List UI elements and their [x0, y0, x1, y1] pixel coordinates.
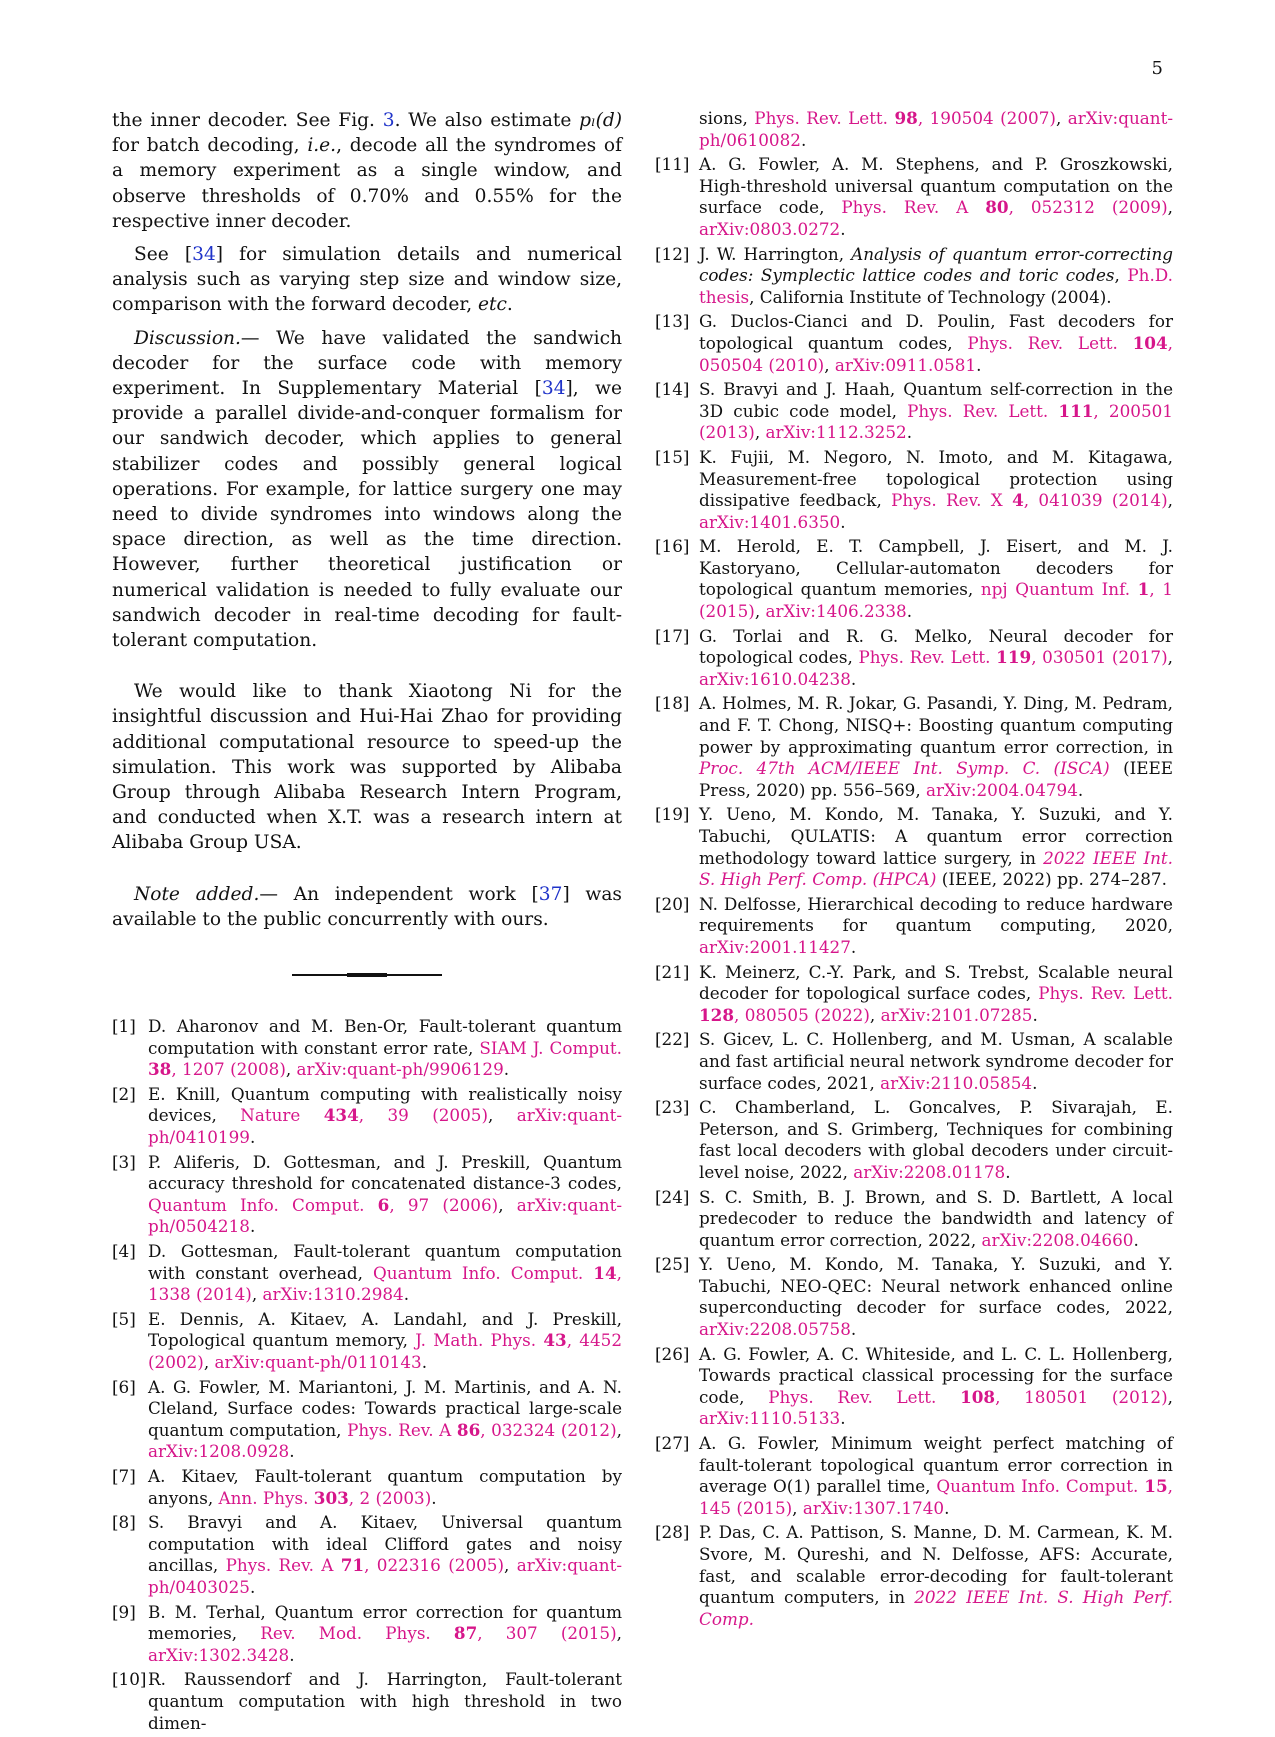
journal-link[interactable] — [891, 490, 1168, 510]
text: for batch decoding, — [112, 135, 308, 157]
journal-pages-year: , 190504 (2007) — [917, 108, 1056, 128]
reference-text — [693, 1254, 1173, 1340]
reference-number: [8] — [112, 1512, 136, 1533]
reference-item — [655, 154, 1173, 240]
journal-name: Phys. Rev. A — [225, 1555, 341, 1576]
journal-volume: 128 — [699, 1004, 735, 1025]
reference-text — [142, 1309, 622, 1374]
reference-end: . — [289, 1441, 295, 1462]
reference-end: . — [1077, 779, 1084, 800]
arxiv-link[interactable]: arXiv:2001.11427 — [699, 936, 851, 957]
reference-item — [655, 244, 1173, 309]
reference-authors-title: S. Gicev, L. C. Hollenberg, and M. Usman, A scalable and fast artificial neural network syndrome decoder for surface codes, 2021, — [699, 1029, 1173, 1093]
reference-number: [10] — [112, 1669, 147, 1690]
arxiv-link[interactable]: arXiv:1401.6350 — [699, 511, 841, 532]
text-ie: i.e. — [307, 135, 337, 157]
journal-name: Quantum Info. Comput. — [936, 1476, 1145, 1497]
text: . We also estimate — [394, 110, 580, 131]
left-column — [112, 108, 622, 1737]
journal-volume: 111 — [1058, 400, 1094, 421]
reference-item — [655, 536, 1173, 622]
reference-end: . — [800, 129, 807, 150]
reference-authors-title: A. G. Fowler, Minimum weight perfect matching of fault-tolerant topological quantum error correction in average O(1) parallel time, — [699, 1433, 1173, 1497]
journal-volume: 15 — [1144, 1476, 1168, 1497]
journal-pages-year: , 080505 (2022) — [734, 1004, 870, 1025]
reference-end: . — [840, 218, 846, 239]
reference-title: Analysis of quantum error-correcting codes: Symplectic lattice codes and toric codes — [699, 243, 1173, 286]
reference-number: [1] — [112, 1016, 136, 1037]
reference-authors-title: K. Meinerz, C.-Y. Park, and S. Trebst, Scalable neural decoder for topological surface codes, — [699, 961, 1173, 1004]
paragraph-inner-decoder — [112, 108, 622, 234]
reference-authors-title: E. Dennis, A. Kitaev, A. Landahl, and J. Preskill, Topological quantum memory, — [148, 1308, 622, 1351]
separator: , — [792, 1497, 803, 1518]
text: . — [506, 294, 513, 316]
reference-number: [5] — [112, 1308, 136, 1329]
arxiv-link[interactable]: arXiv:quant-ph/9906129 — [296, 1059, 504, 1080]
reference-authors-title: P. Das, C. A. Pattison, S. Manne, D. M. Carmean, K. M. Svore, M. Qureshi, and N. Delfosse, AFS: Accurate, fast, and scalable error-decoding for fault-tolerant quantum computers, in — [699, 1522, 1173, 1608]
reference-authors-title: G. Duclos-Cianci and D. Poulin, Fast decoders for topological quantum codes, — [699, 311, 1173, 353]
journal-pages-year: , 030501 (2017) — [1031, 647, 1168, 668]
reference-end: . — [976, 354, 982, 375]
text: ] was available to the public concurrently with ours. — [112, 883, 622, 930]
reference-item — [112, 1512, 622, 1598]
note-added-heading: Note added. — [134, 883, 260, 905]
reference-number: [26] — [655, 1343, 690, 1364]
arxiv-link[interactable]: arXiv:quant-ph/0110143 — [214, 1352, 422, 1372]
separator: , — [203, 1352, 215, 1372]
citation-link[interactable]: 34 — [541, 378, 566, 400]
reference-text — [693, 693, 1173, 801]
arxiv-link[interactable]: arXiv:1307.1740 — [802, 1497, 945, 1518]
text: ] for simulation details and numerical analysis such as varying step size and window size, comparison with the forward decoder, — [112, 244, 622, 316]
journal-link[interactable] — [260, 1623, 616, 1643]
arxiv-link[interactable]: arXiv:1406.2338 — [765, 601, 907, 622]
text: See [ — [134, 244, 193, 266]
reference-number: [4] — [112, 1241, 136, 1262]
reference-authors-title: A. G. Fowler, M. Mariantoni, J. M. Martinis, and A. N. Cleland, Surface codes: Towards practical large-scale quantum computation, — [148, 1376, 622, 1440]
journal-link[interactable] — [219, 1488, 432, 1508]
reference-end: . — [850, 1319, 857, 1340]
journal-link[interactable] — [754, 108, 1056, 128]
references-left — [112, 1016, 622, 1734]
reference-number: [22] — [655, 1029, 690, 1050]
arxiv-link[interactable]: arXiv:1112.3252 — [765, 422, 907, 443]
reference-item — [655, 1187, 1173, 1252]
journal-link[interactable] — [858, 647, 1167, 667]
reference-number: [24] — [655, 1186, 690, 1207]
reference-venue-link[interactable]: 2022 IEEE Int. S. High Perf. Comp. — [699, 1587, 1173, 1629]
reference-text — [693, 536, 1173, 622]
reference-number: [25] — [655, 1254, 690, 1275]
separator: , — [498, 1194, 517, 1215]
separator: , — [754, 422, 766, 443]
reference-text — [693, 311, 1173, 376]
reference-authors-title: Y. Ueno, M. Kondo, M. Tanaka, Y. Suzuki, and Y. Tabuchi, NEO-QEC: Neural network enhanced online superconducting decoder for surface codes, 2022, — [699, 1254, 1173, 1318]
reference-authors-title: S. C. Smith, B. J. Brown, and S. D. Bartlett, A local predecoder to reduce the bandwidth and latency of quantum error correction, 2022, — [699, 1186, 1173, 1250]
reference-number: [28] — [655, 1522, 690, 1543]
arxiv-link[interactable]: arXiv:1110.5133 — [699, 1408, 841, 1429]
journal-link[interactable] — [226, 1555, 504, 1575]
reference-item — [655, 804, 1173, 890]
reference-item — [655, 894, 1173, 959]
reference-text — [693, 962, 1173, 1027]
reference-number: [13] — [655, 311, 690, 332]
reference-item — [655, 379, 1173, 444]
separator: , — [1167, 197, 1173, 218]
reference-end: . — [944, 1497, 950, 1518]
journal-name: SIAM J. Comput. — [479, 1037, 622, 1058]
thesis-link[interactable]: Ph.D. thesis — [699, 265, 1173, 307]
separator: , — [1167, 490, 1173, 511]
arxiv-link[interactable]: arXiv:quant-ph/0410199 — [148, 1105, 622, 1148]
separator: , — [488, 1105, 517, 1126]
reference-text — [142, 1669, 622, 1734]
reference-item — [655, 1254, 1173, 1340]
reference-authors-title: D. Aharonov and M. Ben-Or, Fault-tolerant quantum computation with constant error rate, — [148, 1016, 622, 1058]
reference-authors-title: sions, — [699, 108, 755, 128]
arxiv-link[interactable]: arXiv:quant-ph/0504218 — [148, 1194, 622, 1237]
journal-name: Phys. Rev. Lett. — [907, 400, 1059, 421]
text: — We have validated the sandwich decoder for the surface code with memory experiment. In Supplementary Material [ — [112, 327, 622, 400]
journal-name: Phys. Rev. A — [841, 197, 986, 218]
journal-volume: 303 — [313, 1487, 349, 1508]
arxiv-link[interactable]: arXiv:2208.01178 — [853, 1161, 1006, 1182]
reference-text — [693, 154, 1173, 240]
arxiv-link[interactable]: arXiv:2110.05854 — [880, 1072, 1033, 1093]
journal-pages-year: , 1338 (2014) — [148, 1262, 622, 1305]
reference-authors-title: P. Aliferis, D. Gottesman, and J. Preskill, Quantum accuracy threshold for concatenated distance-3 codes, — [148, 1151, 622, 1194]
reference-authors-title: A. G. Fowler, A. M. Stephens, and P. Groszkowski, High-threshold universal quantum computation on the surface code, — [699, 154, 1173, 218]
reference-text — [693, 626, 1173, 691]
journal-name: Phys. Rev. Lett. — [858, 647, 997, 668]
reference-publisher: (IEEE, 2022) pp. 274–287. — [936, 869, 1167, 890]
reference-number: [7] — [112, 1465, 136, 1486]
journal-volume: 43 — [543, 1330, 567, 1351]
discussion-heading: Discussion. — [134, 327, 241, 349]
reference-number: [11] — [655, 154, 690, 175]
separator: , — [616, 1623, 622, 1644]
reference-end: , California Institute of Technology (2004). — [749, 286, 1112, 307]
reference-item — [655, 626, 1173, 691]
reference-end: . — [1032, 1072, 1038, 1093]
journal-name: Phys. Rev. Lett. — [754, 108, 895, 128]
arxiv-link[interactable]: arXiv:1208.0928 — [148, 1441, 290, 1462]
text-etc: etc — [478, 294, 507, 316]
journal-name: J. Math. Phys. — [415, 1330, 544, 1351]
text: ], we provide a parallel divide-and-conquer formalism for our sandwich decoder, which applies to general stabilizer codes and possibly general logical operations. For example, for lattice surgery one may need to divide syndromes into windows along the space direction, as well as the time direction. However, further theoretical justification or numerical validation is needed to fully evaluate our sandwich decoder in real-time decoding for fault-tolerant computation. — [112, 378, 623, 652]
journal-volume: 4 — [1012, 490, 1024, 511]
arxiv-link[interactable]: arXiv:1310.2984 — [262, 1284, 404, 1305]
separator: , — [1055, 108, 1068, 128]
journal-name: npj Quantum Inf. — [980, 579, 1138, 600]
reference-end: . — [289, 1644, 295, 1665]
separator: , — [869, 1004, 881, 1025]
reference-end: . — [840, 511, 846, 532]
reference-number: [2] — [112, 1083, 136, 1104]
journal-link[interactable] — [148, 1195, 498, 1215]
reference-number: [23] — [655, 1097, 690, 1118]
journal-pages-year: , 052312 (2009) — [1008, 197, 1168, 218]
reference-text — [693, 1187, 1173, 1252]
journal-pages-year: , 97 (2006) — [389, 1194, 499, 1215]
reference-text — [693, 447, 1173, 533]
journal-link[interactable] — [768, 1387, 1167, 1407]
arxiv-link[interactable]: arXiv:0803.0272 — [699, 218, 841, 239]
arxiv-link[interactable]: arXiv:2101.07285 — [880, 1004, 1033, 1025]
arxiv-link[interactable]: arXiv:2208.04660 — [981, 1229, 1134, 1250]
reference-text — [142, 1016, 622, 1081]
journal-volume: 108 — [960, 1386, 996, 1407]
paragraph-discussion — [112, 326, 622, 654]
reference-authors-title: A. Holmes, M. R. Jokar, G. Pasandi, Y. Ding, M. Pedram, and F. T. Chong, NISQ+: Boosting quantum computing power by approximating quantum error correction, in — [699, 693, 1173, 757]
journal-name: Quantum Info. Comput. — [148, 1194, 378, 1215]
citation-link[interactable]: 34 — [192, 244, 216, 266]
journal-link[interactable] — [841, 197, 1167, 217]
reference-end: . — [249, 1576, 256, 1597]
reference-authors-title: E. Knill, Quantum computing with realistically noisy devices, — [148, 1083, 622, 1126]
reference-text — [693, 108, 1173, 151]
reference-authors-title: A. Kitaev, Fault-tolerant quantum computation by anyons, — [148, 1465, 622, 1508]
reference-end: . — [1005, 1161, 1011, 1182]
separator: , — [504, 1555, 517, 1576]
reference-authors-title: R. Raussendorf and J. Harrington, Fault-tolerant quantum computation with high threshold in two dimen- — [148, 1669, 622, 1733]
journal-name: Quantum Info. Comput. — [373, 1262, 594, 1283]
reference-text — [142, 1241, 622, 1306]
journal-volume: 86 — [456, 1419, 481, 1440]
reference-text — [693, 1097, 1173, 1183]
section-divider — [292, 974, 442, 976]
citation-link[interactable]: 37 — [538, 883, 563, 905]
reference-authors-title: A. G. Fowler, A. C. Whiteside, and L. C. L. Hollenberg, Towards practical classical processing for the surface code, — [699, 1343, 1173, 1407]
reference-text — [142, 1466, 622, 1509]
reference-text — [693, 804, 1173, 890]
arxiv-link[interactable]: arXiv:1302.3428 — [148, 1644, 290, 1665]
arxiv-link[interactable]: arXiv:quant-ph/0610082 — [699, 108, 1173, 150]
text: the inner decoder. See Fig. — [112, 110, 383, 131]
reference-end: . — [850, 668, 857, 689]
paragraph-note-added — [112, 882, 622, 932]
journal-name: Ann. Phys. — [218, 1487, 314, 1508]
separator: , — [1167, 1386, 1173, 1407]
journal-pages-year: , 1207 (2008) — [171, 1059, 286, 1080]
separator: , — [754, 601, 766, 622]
reference-authors-title: B. M. Terhal, Quantum error correction for quantum memories, — [148, 1601, 622, 1644]
journal-volume: 104 — [1132, 332, 1168, 353]
reference-item — [112, 1309, 622, 1374]
reference-item — [655, 447, 1173, 533]
reference-number: [6] — [112, 1376, 136, 1397]
reference-end: . — [906, 422, 913, 443]
reference-item — [655, 962, 1173, 1027]
reference-authors-title: C. Chamberland, L. Goncalves, P. Sivarajah, E. Peterson, and S. Grimberg, Techniques for combining fast local decoders with global decoders under circuit-level noise, 2022, — [699, 1097, 1173, 1182]
journal-link[interactable] — [347, 1420, 617, 1440]
journal-name: Rev. Mod. Phys. — [260, 1623, 454, 1644]
reference-item — [655, 108, 1173, 151]
page-number: 5 — [1151, 58, 1163, 79]
reference-text — [693, 894, 1173, 959]
reference-item — [112, 1377, 622, 1463]
reference-number: [18] — [655, 693, 690, 714]
reference-end: . — [249, 1216, 256, 1237]
reference-text — [142, 1084, 622, 1149]
reference-authors-title: S. Bravyi and A. Kitaev, Universal quantum computation with ideal Clifford gates and noisy ancillas, — [148, 1512, 622, 1576]
journal-pages-year: , 1 (2015) — [699, 579, 1173, 622]
arxiv-link[interactable]: arXiv:2208.05758 — [699, 1319, 851, 1340]
reference-number: [17] — [655, 625, 690, 646]
reference-end: . — [431, 1487, 437, 1508]
reference-text — [693, 1522, 1173, 1630]
reference-end: . — [249, 1127, 256, 1148]
reference-venue-link[interactable]: Proc. 47th ACM/IEEE Int. Symp. C. (ISCA) — [699, 758, 1110, 779]
reference-authors-title: J. W. Harrington, — [699, 243, 852, 264]
separator: , — [251, 1284, 263, 1305]
journal-name: Phys. Rev. Lett. — [768, 1386, 961, 1407]
reference-end: . — [906, 601, 913, 622]
reference-item — [112, 1241, 622, 1306]
reference-number: [16] — [655, 536, 690, 557]
reference-number: [20] — [655, 893, 690, 914]
reference-authors-title: K. Fujii, M. Negoro, N. Imoto, and M. Kitagawa, Measurement-free topological protection using dissipative feedback, — [699, 446, 1173, 511]
journal-name: Nature — [240, 1105, 324, 1126]
journal-volume: 87 — [453, 1623, 478, 1644]
reference-authors-title: G. Torlai and R. G. Melko, Neural decoder for topological codes, — [699, 625, 1173, 668]
reference-end: . — [503, 1059, 510, 1080]
reference-text — [693, 1029, 1173, 1094]
reference-publisher: (IEEE Press, 2020) pp. 556–569, — [699, 758, 1174, 800]
journal-pages-year: , 39 (2005) — [358, 1105, 489, 1126]
reference-number: [3] — [112, 1151, 136, 1172]
separator: , — [285, 1059, 297, 1080]
reference-text — [142, 1512, 622, 1598]
reference-end: . — [421, 1352, 428, 1372]
journal-volume: 38 — [148, 1059, 172, 1080]
journal-volume: 80 — [985, 197, 1009, 218]
journal-pages-year: , 4452 (2002) — [148, 1330, 622, 1372]
journal-volume: 434 — [323, 1105, 359, 1126]
reference-item — [112, 1084, 622, 1149]
separator: , — [824, 354, 835, 375]
figure-link[interactable]: 3 — [382, 110, 395, 131]
reference-number: [27] — [655, 1433, 690, 1454]
references-right — [655, 108, 1173, 1630]
reference-text — [693, 244, 1173, 309]
arxiv-link[interactable]: arXiv:2004.04794 — [926, 779, 1078, 800]
paragraph-simulation-details — [112, 242, 622, 318]
reference-authors-title: S. Bravyi and J. Haah, Quantum self-correction in the 3D cubic code model, — [699, 379, 1173, 421]
reference-number: [12] — [655, 243, 690, 264]
journal-volume: 1 — [1137, 579, 1150, 600]
reference-number: [9] — [112, 1601, 136, 1622]
journal-pages-year: , 041039 (2014) — [1023, 490, 1168, 511]
reference-item — [655, 311, 1173, 376]
reference-item — [112, 1466, 622, 1509]
journal-link[interactable] — [240, 1105, 488, 1125]
journal-volume: 6 — [377, 1194, 390, 1215]
reference-end: . — [1032, 1004, 1038, 1025]
reference-item — [112, 1669, 622, 1734]
reference-item — [655, 1097, 1173, 1183]
math-pl: pₗ(d) — [579, 110, 622, 131]
reference-authors-title: M. Herold, E. T. Campbell, J. Eisert, and M. J. Kastoryano, Cellular-automaton decoders for topological quantum memories, — [699, 536, 1173, 600]
reference-item — [655, 1522, 1173, 1630]
reference-number: [14] — [655, 379, 690, 400]
reference-end: . — [840, 1408, 846, 1429]
reference-number: [19] — [655, 804, 690, 825]
reference-text — [142, 1377, 622, 1463]
journal-pages-year: , 145 (2015) — [699, 1476, 1173, 1518]
reference-item — [112, 1602, 622, 1667]
reference-number — [655, 108, 693, 151]
journal-pages-year: , 022316 (2005) — [364, 1555, 505, 1576]
journal-pages-year: , 200501 (2013) — [699, 400, 1173, 443]
journal-name: Phys. Rev. Lett. — [1038, 983, 1173, 1004]
reference-item — [112, 1152, 622, 1238]
reference-text — [693, 1433, 1173, 1519]
reference-item — [655, 1029, 1173, 1094]
journal-volume: 119 — [996, 647, 1032, 668]
reference-item — [655, 1433, 1173, 1519]
reference-authors-title: N. Delfosse, Hierarchical decoding to reduce hardware requirements for quantum computing, 2020, — [699, 893, 1173, 936]
journal-name: Phys. Rev. X — [891, 490, 1013, 511]
journal-volume: 14 — [593, 1262, 617, 1283]
reference-text — [693, 379, 1173, 444]
journal-volume: 98 — [894, 108, 918, 128]
journal-pages-year: , 307 (2015) — [477, 1623, 617, 1644]
separator: , — [1114, 265, 1128, 286]
reference-authors-title: Y. Ueno, M. Kondo, M. Tanaka, Y. Suzuki, and Y. Tabuchi, QULATIS: A quantum error correction methodology toward lattice surgery, in — [699, 804, 1173, 868]
paragraph-acknowledgments: We would like to thank Xiaotong Ni for the insightful discussion and Hui-Hai Zhao for providing additional computational resource to speed-up the simulation. This work was supported by Alibaba Group through Alibaba Research Intern Program, and conducted when X.T. was a research intern at Alibaba Group USA. — [112, 681, 622, 854]
journal-pages-year: , 180501 (2012) — [995, 1386, 1168, 1407]
separator: , — [1167, 647, 1173, 668]
journal-pages-year: , 050504 (2010) — [699, 332, 1173, 375]
reference-item — [112, 1016, 622, 1081]
reference-venue-link[interactable]: 2022 IEEE Int. S. High Perf. Comp. (HPCA) — [699, 847, 1173, 890]
journal-volume: 71 — [340, 1555, 365, 1576]
journal-pages-year: , 2 (2003) — [348, 1487, 432, 1508]
reference-item — [655, 1344, 1173, 1430]
reference-text — [142, 1602, 622, 1667]
separator: , — [616, 1419, 622, 1440]
journal-name: Phys. Rev. A — [347, 1419, 457, 1440]
text: — An independent work [ — [259, 883, 539, 905]
reference-end: . — [1133, 1229, 1139, 1250]
reference-item — [655, 693, 1173, 801]
text: , decode all the syndromes of a memory experiment as a single window, and observe thresholds of 0.70% and 0.55% for the respective inner decoder. — [112, 135, 623, 232]
reference-end: . — [850, 936, 857, 957]
arxiv-link[interactable]: arXiv:quant-ph/0403025 — [148, 1555, 622, 1597]
reference-end: . — [403, 1284, 410, 1305]
right-column — [655, 108, 1173, 1633]
reference-number: [15] — [655, 446, 690, 467]
journal-name: Phys. Rev. Lett. — [967, 332, 1133, 353]
arxiv-link[interactable]: arXiv:0911.0581 — [834, 354, 977, 375]
reference-text — [142, 1152, 622, 1238]
reference-authors-title: D. Gottesman, Fault-tolerant quantum computation with constant overhead, — [148, 1241, 622, 1283]
arxiv-link[interactable]: arXiv:1610.04238 — [699, 668, 851, 689]
reference-number: [21] — [655, 961, 690, 982]
journal-pages-year: , 032324 (2012) — [480, 1419, 617, 1440]
reference-text — [693, 1344, 1173, 1430]
